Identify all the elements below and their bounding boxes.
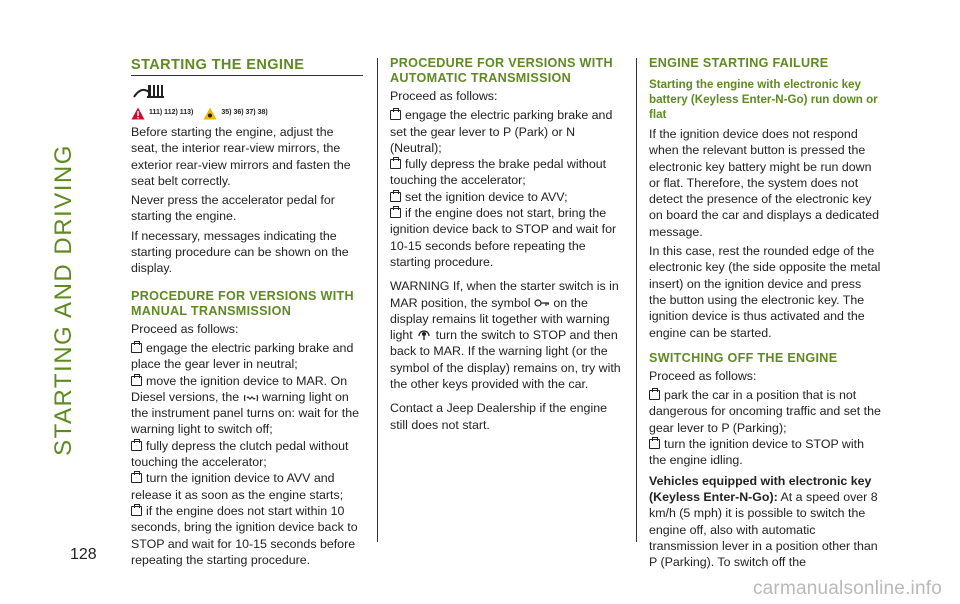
heading-manual-transmission: PROCEDURE FOR VERSIONS WITH MANUAL TRANSMISSION [131, 288, 354, 318]
chapter-side-title: STARTING AND DRIVING [50, 144, 77, 456]
column-2 [390, 56, 622, 436]
heading-starting-failure: ENGINE STARTING FAILURE [649, 56, 829, 70]
battery-paragraph: If the ignition device does not respond when the relevant button is pressed the electronic key battery might be run down or flat. Therefore, the system does not detect the presence of the electronic key on board the car and displays a dedicated message. [649, 127, 880, 239]
bullet-icon [390, 110, 401, 120]
caution-triangle-icon [203, 107, 217, 120]
heading-automatic-transmission: PROCEDURE FOR VERSIONS WITH AUTOMATIC TRANSMISSION [390, 56, 613, 85]
bullet-icon [131, 343, 142, 353]
list-item: set the ignition device to AVV; [390, 189, 622, 205]
list-item: if the engine does not start, bring the ignition device back to STOP and wait for 10-15 seconds before repeating the starting procedure. [390, 206, 617, 269]
warning-references [131, 106, 363, 120]
bullet-icon [390, 192, 401, 202]
bullet-icon [131, 473, 142, 483]
proceed-text: Proceed as follows: [131, 321, 239, 336]
key-symbol-icon [534, 297, 550, 309]
keyless-paragraph: Vehicles equipped with electronic key (Keyless Enter-N-Go): At a speed over 8 km/h (5 mph) it is possible to switch the engine off, also with automatic transmission lever in a position other than P (Parking). To switch off the [649, 473, 878, 570]
engine-start-icon-row [131, 82, 363, 104]
list-item: fully depress the clutch pedal without touching the accelerator; [131, 438, 349, 470]
list-item: turn the ignition device to AVV and release it as soon as the engine starts; [131, 471, 344, 502]
warning-refs-yellow: 35) 36) 37) 38) [221, 108, 268, 116]
bullet-icon [390, 208, 401, 218]
subheading-key-battery: Starting the engine with electronic key battery (Keyless Enter-N-Go) run down or flat [649, 78, 878, 121]
bullet-icon [390, 159, 401, 169]
bullet-icon [649, 390, 660, 400]
proceed-text: Proceed as follows: [649, 368, 757, 383]
list-item: if the engine does not start within 10 seconds, bring the ignition device back to STOP and wait for 10-15 seconds before repeating the starting procedure. [131, 503, 358, 567]
proceed-text: Proceed as follows: [390, 89, 498, 103]
danger-triangle-icon [131, 107, 145, 120]
column-3 [649, 56, 881, 573]
warning-refs-red: 111) 112) 113) [149, 108, 194, 116]
list-item: engage the electric parking brake and place the gear lever in neutral; [131, 340, 354, 372]
title-rule [131, 75, 363, 76]
immobilizer-warning-icon [416, 327, 432, 341]
dealership-note: Contact a Jeep Dealership if the engine still does not start. [390, 401, 607, 432]
key-procedure-paragraph: In this case, rest the rounded edge of the electronic key (the side opposite the metal insert) on the ignition device and press the button using the electronic key. The ignition device is thus activated and the engine can be started. [649, 244, 881, 340]
watermark: carmanualsonline.info [752, 578, 942, 599]
column-divider [636, 58, 637, 542]
list-item: fully depress the brake pedal without touching the accelerator; [390, 157, 607, 188]
section-title-starting-engine: STARTING THE ENGINE [131, 57, 305, 73]
page-number: 128 [70, 546, 97, 563]
list-item: move the ignition device to MAR. On Diesel versions, the warning light on the instrument panel turns on: wait for the warning light to switch off; [131, 373, 359, 437]
starter-key-icon [131, 82, 165, 102]
glow-plug-icon [243, 393, 259, 403]
list-item: park the car in a position that is not dangerous for oncoming traffic and set the gear lever to P (Parking); [649, 388, 881, 435]
column-1 [131, 56, 363, 568]
column-divider [377, 58, 378, 542]
heading-switching-off: SWITCHING OFF THE ENGINE [649, 350, 838, 365]
list-item: engage the electric parking brake and set the gear lever to P (Park) or N (Neutral); [390, 108, 613, 155]
bullet-icon [131, 376, 142, 386]
warning-paragraph: WARNING If, when the starter switch is in MAR position, the symbol on the display remains lit together with warning light turn the switch to STOP and then back to MAR. If the warning light (or the symbol of the display) remains on, try with the other keys provided with the car. [390, 279, 621, 392]
bullet-icon [649, 439, 660, 449]
bullet-icon [131, 506, 142, 516]
bullet-icon [131, 441, 142, 451]
list-item: turn the ignition device to STOP with the engine idling. [649, 437, 864, 468]
display-note: If necessary, messages indicating the starting procedure can be shown on the display. [131, 228, 349, 276]
intro-paragraph: Before starting the engine, adjust the seat, the interior rear-view mirrors, the exterior rear-view mirrors and fasten the seat belt correctly. [131, 125, 351, 188]
accelerator-note: Never press the accelerator pedal for starting the engine. [131, 193, 335, 224]
